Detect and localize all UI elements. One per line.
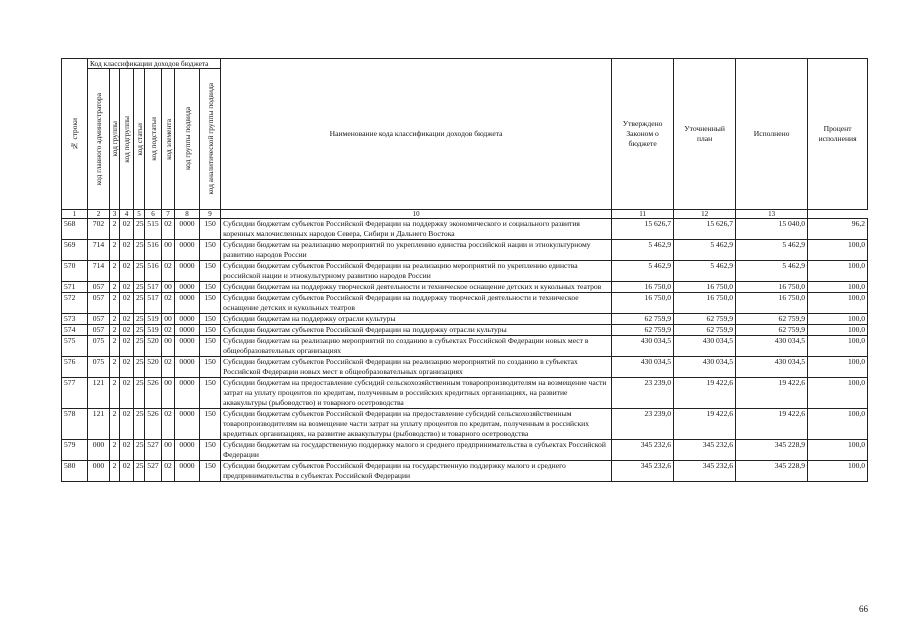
revised-value: 5 462,9 (674, 261, 736, 282)
approved-value: 430 034,5 (612, 357, 674, 378)
header-approved: Утверждено Законом о бюджете (612, 59, 674, 210)
code-subarticle: 526 (145, 378, 162, 409)
table-row (62, 336, 868, 357)
code-subarticle: 517 (145, 282, 162, 293)
row-number: 572 (62, 293, 88, 314)
code-subtype: 0000 (175, 461, 200, 482)
row-number: 569 (62, 240, 88, 261)
code-subgroup: 02 (120, 240, 134, 261)
header-code-analytic: код аналитической группы подвида (200, 69, 221, 210)
code-subtype: 0000 (175, 261, 200, 282)
approved-value: 23 239,0 (612, 409, 674, 440)
code-element: 00 (162, 240, 175, 261)
code-admin: 075 (88, 357, 110, 378)
revised-value: 19 422,6 (674, 409, 736, 440)
code-admin: 714 (88, 261, 110, 282)
row-name: Субсидии бюджетам на реализацию мероприятий по созданию в субъектах Российской Федерации новых мест в общеобразовательных организациях (221, 336, 612, 357)
percent-value: 100,0 (808, 461, 868, 482)
percent-value: 96,2 (808, 219, 868, 240)
code-element: 02 (162, 293, 175, 314)
executed-value: 62 759,9 (736, 314, 808, 325)
code-subtype: 0000 (175, 409, 200, 440)
header-code-subtype: код группы подвида (175, 69, 200, 210)
row-name: Субсидии бюджетам субъектов Российской Федерации на поддержку творческой деятельности и техническое оснащение детских и кукольных театров (221, 293, 612, 314)
row-number: 568 (62, 219, 88, 240)
code-subtype: 0000 (175, 219, 200, 240)
executed-value: 19 422,6 (736, 409, 808, 440)
code-subarticle: 527 (145, 461, 162, 482)
code-admin: 057 (88, 293, 110, 314)
code-subarticle: 516 (145, 240, 162, 261)
code-group: 2 (110, 293, 120, 314)
code-element: 02 (162, 261, 175, 282)
header-row-no: № строки (62, 59, 88, 210)
header-code-group: Код классификации доходов бюджета (88, 59, 221, 69)
code-group: 2 (110, 440, 120, 461)
column-number: 11 (612, 210, 674, 219)
code-article: 25 (134, 440, 145, 461)
approved-value: 345 232,6 (612, 461, 674, 482)
row-name: Субсидии бюджетам на поддержку творческой деятельности и техническое оснащение детских и кукольных театров (221, 282, 612, 293)
column-number: 6 (145, 210, 162, 219)
code-group: 2 (110, 357, 120, 378)
row-name: Субсидии бюджетам субъектов Российской Федерации на государственную поддержку малого и среднего предпринимательства в субъектах Российской Федерации (221, 461, 612, 482)
code-subgroup: 02 (120, 357, 134, 378)
table-row (62, 378, 868, 409)
column-number: 10 (221, 210, 612, 219)
row-number: 571 (62, 282, 88, 293)
table-body (62, 219, 868, 482)
header-code-subarticle: код подстатьи (145, 69, 162, 210)
code-subtype: 0000 (175, 282, 200, 293)
percent-value: 100,0 (808, 409, 868, 440)
row-name: Субсидии бюджетам на государственную поддержку малого и среднего предпринимательства в субъектах Российской Федерации (221, 440, 612, 461)
code-analytic: 150 (200, 240, 221, 261)
executed-value: 16 750,0 (736, 282, 808, 293)
code-subtype: 0000 (175, 378, 200, 409)
revised-value: 430 034,5 (674, 357, 736, 378)
code-analytic: 150 (200, 261, 221, 282)
revised-value: 345 232,6 (674, 440, 736, 461)
executed-value: 62 759,9 (736, 325, 808, 336)
approved-value: 15 626,7 (612, 219, 674, 240)
code-admin: 000 (88, 461, 110, 482)
approved-value: 5 462,9 (612, 261, 674, 282)
header-code-element: код элемента (162, 69, 175, 210)
revised-value: 5 462,9 (674, 240, 736, 261)
row-name: Субсидии бюджетам на реализацию мероприятий по укреплению единства российской нации и этнокультурному развитию народов России (221, 240, 612, 261)
executed-value: 15 040,0 (736, 219, 808, 240)
code-subarticle: 520 (145, 336, 162, 357)
code-subgroup: 02 (120, 409, 134, 440)
table-row (62, 261, 868, 282)
executed-value: 16 750,0 (736, 293, 808, 314)
code-admin: 702 (88, 219, 110, 240)
column-number: 2 (88, 210, 110, 219)
code-admin: 121 (88, 409, 110, 440)
percent-value: 100,0 (808, 440, 868, 461)
budget-revenue-table (61, 58, 868, 482)
column-number: 5 (134, 210, 145, 219)
code-group: 2 (110, 314, 120, 325)
approved-value: 62 759,9 (612, 325, 674, 336)
table-row (62, 409, 868, 440)
table-row (62, 282, 868, 293)
code-subarticle: 520 (145, 357, 162, 378)
code-element: 00 (162, 440, 175, 461)
code-analytic: 150 (200, 325, 221, 336)
row-name: Субсидии бюджетам субъектов Российской Федерации на реализацию мероприятий по созданию в субъектах Российской Федерации новых мест в общеобразовательных организациях (221, 357, 612, 378)
code-subtype: 0000 (175, 440, 200, 461)
code-element: 00 (162, 314, 175, 325)
code-element: 00 (162, 378, 175, 409)
code-article: 25 (134, 378, 145, 409)
code-subgroup: 02 (120, 314, 134, 325)
approved-value: 23 239,0 (612, 378, 674, 409)
code-analytic: 150 (200, 461, 221, 482)
code-subarticle: 526 (145, 409, 162, 440)
code-subtype: 0000 (175, 240, 200, 261)
percent-value: 100,0 (808, 336, 868, 357)
code-analytic: 150 (200, 282, 221, 293)
code-group: 2 (110, 461, 120, 482)
percent-value: 100,0 (808, 293, 868, 314)
row-number: 576 (62, 357, 88, 378)
revised-value: 62 759,9 (674, 314, 736, 325)
approved-value: 430 034,5 (612, 336, 674, 357)
code-group: 2 (110, 282, 120, 293)
page-number: 66 (859, 604, 868, 614)
code-article: 25 (134, 219, 145, 240)
percent-value: 100,0 (808, 282, 868, 293)
code-analytic: 150 (200, 293, 221, 314)
row-number: 575 (62, 336, 88, 357)
code-subgroup: 02 (120, 378, 134, 409)
code-subarticle: 517 (145, 293, 162, 314)
row-number: 579 (62, 440, 88, 461)
code-article: 25 (134, 357, 145, 378)
row-name: Субсидии бюджетам на предоставление субсидий сельскохозяйственным товаропроизводителям на возмещение части затрат на уплату процентов по кредитам, полученным в российских кредитных организациях, на развитие аквакультуры (рыбоводство) и товарного осетроводства (221, 378, 612, 409)
header-code-article: код статьи (134, 69, 145, 210)
code-article: 25 (134, 240, 145, 261)
table-row (62, 314, 868, 325)
code-group: 2 (110, 261, 120, 282)
code-subgroup: 02 (120, 219, 134, 240)
approved-value: 16 750,0 (612, 282, 674, 293)
code-analytic: 150 (200, 219, 221, 240)
executed-value: 430 034,5 (736, 336, 808, 357)
code-subtype: 0000 (175, 293, 200, 314)
column-number: 8 (175, 210, 200, 219)
code-subgroup: 02 (120, 325, 134, 336)
table-row (62, 293, 868, 314)
row-name: Субсидии бюджетам субъектов Российской Федерации на поддержку экономического и социального развития коренных малочисленных народов Севера, Сибири и Дальнего Востока (221, 219, 612, 240)
code-article: 25 (134, 314, 145, 325)
column-number: 3 (110, 210, 120, 219)
code-analytic: 150 (200, 409, 221, 440)
code-element: 02 (162, 219, 175, 240)
header-executed: Исполнено (736, 59, 808, 210)
row-name: Субсидии бюджетам субъектов Российской Федерации на предоставление субсидий сельскохозяйственным товаропроизводителям на возмещение части затрат на уплату процентов по кредитам, полученным в российских кредитных организациях, на развитие аквакультуры (рыбоводство) и товарного осетроводства (221, 409, 612, 440)
percent-value: 100,0 (808, 357, 868, 378)
row-number: 574 (62, 325, 88, 336)
code-article: 25 (134, 261, 145, 282)
code-analytic: 150 (200, 314, 221, 325)
revised-value: 345 232,6 (674, 461, 736, 482)
code-subgroup: 02 (120, 293, 134, 314)
code-admin: 057 (88, 314, 110, 325)
row-name: Субсидии бюджетам субъектов Российской Федерации на поддержку отрасли культуры (221, 325, 612, 336)
code-subarticle: 516 (145, 261, 162, 282)
code-article: 25 (134, 336, 145, 357)
code-article: 25 (134, 293, 145, 314)
percent-value: 100,0 (808, 314, 868, 325)
revised-value: 62 759,9 (674, 325, 736, 336)
percent-value: 100,0 (808, 378, 868, 409)
header-name: Наименование кода классификации доходов бюджета (221, 59, 612, 210)
header-code-subgroup: код подгруппы (120, 69, 134, 210)
code-admin: 057 (88, 282, 110, 293)
code-analytic: 150 (200, 336, 221, 357)
code-subarticle: 519 (145, 314, 162, 325)
approved-value: 5 462,9 (612, 240, 674, 261)
column-number-row (62, 210, 868, 219)
code-admin: 000 (88, 440, 110, 461)
executed-value: 5 462,9 (736, 261, 808, 282)
column-number: 12 (674, 210, 736, 219)
code-element: 02 (162, 325, 175, 336)
code-element: 02 (162, 461, 175, 482)
code-analytic: 150 (200, 440, 221, 461)
row-number: 570 (62, 261, 88, 282)
code-subarticle: 515 (145, 219, 162, 240)
code-subgroup: 02 (120, 440, 134, 461)
executed-value: 19 422,6 (736, 378, 808, 409)
code-subtype: 0000 (175, 336, 200, 357)
code-element: 02 (162, 357, 175, 378)
code-subarticle: 519 (145, 325, 162, 336)
column-number: 7 (162, 210, 175, 219)
revised-value: 15 626,7 (674, 219, 736, 240)
code-group: 2 (110, 409, 120, 440)
code-article: 25 (134, 461, 145, 482)
table-row (62, 219, 868, 240)
row-number: 573 (62, 314, 88, 325)
code-article: 25 (134, 282, 145, 293)
row-number: 577 (62, 378, 88, 409)
revised-value: 16 750,0 (674, 293, 736, 314)
header-code-group-col: код группы (110, 69, 120, 210)
executed-value: 5 462,9 (736, 240, 808, 261)
revised-value: 430 034,5 (674, 336, 736, 357)
revised-value: 19 422,6 (674, 378, 736, 409)
column-number: 13 (736, 210, 808, 219)
row-name: Субсидии бюджетам субъектов Российской Федерации на реализацию мероприятий по укреплению единства российской нации и этнокультурному развитию народов России (221, 261, 612, 282)
table-row (62, 461, 868, 482)
table-row (62, 440, 868, 461)
table-row (62, 357, 868, 378)
code-subgroup: 02 (120, 282, 134, 293)
code-element: 00 (162, 282, 175, 293)
code-group: 2 (110, 240, 120, 261)
percent-value: 100,0 (808, 261, 868, 282)
row-number: 580 (62, 461, 88, 482)
table-row (62, 325, 868, 336)
code-admin: 121 (88, 378, 110, 409)
column-number: 1 (62, 210, 88, 219)
code-subtype: 0000 (175, 314, 200, 325)
column-number: 4 (120, 210, 134, 219)
code-subgroup: 02 (120, 261, 134, 282)
revised-value: 16 750,0 (674, 282, 736, 293)
code-group: 2 (110, 219, 120, 240)
code-element: 00 (162, 336, 175, 357)
code-element: 02 (162, 409, 175, 440)
header-percent: Процент исполнения (808, 59, 868, 210)
code-analytic: 150 (200, 357, 221, 378)
row-name: Субсидии бюджетам на поддержку отрасли культуры (221, 314, 612, 325)
code-subgroup: 02 (120, 336, 134, 357)
code-group: 2 (110, 325, 120, 336)
percent-value: 100,0 (808, 240, 868, 261)
code-subtype: 0000 (175, 357, 200, 378)
code-subtype: 0000 (175, 325, 200, 336)
header-code-admin: код главного администратора (88, 69, 110, 210)
executed-value: 345 228,9 (736, 461, 808, 482)
approved-value: 345 232,6 (612, 440, 674, 461)
executed-value: 345 228,9 (736, 440, 808, 461)
percent-value: 100,0 (808, 325, 868, 336)
approved-value: 62 759,9 (612, 314, 674, 325)
code-article: 25 (134, 325, 145, 336)
code-subgroup: 02 (120, 461, 134, 482)
code-admin: 714 (88, 240, 110, 261)
code-admin: 075 (88, 336, 110, 357)
code-article: 25 (134, 409, 145, 440)
column-number: 9 (200, 210, 221, 219)
row-number: 578 (62, 409, 88, 440)
code-analytic: 150 (200, 378, 221, 409)
code-group: 2 (110, 378, 120, 409)
executed-value: 430 034,5 (736, 357, 808, 378)
code-subarticle: 527 (145, 440, 162, 461)
table-row (62, 240, 868, 261)
header-revised: Уточненный план (674, 59, 736, 210)
code-admin: 057 (88, 325, 110, 336)
code-group: 2 (110, 336, 120, 357)
approved-value: 16 750,0 (612, 293, 674, 314)
